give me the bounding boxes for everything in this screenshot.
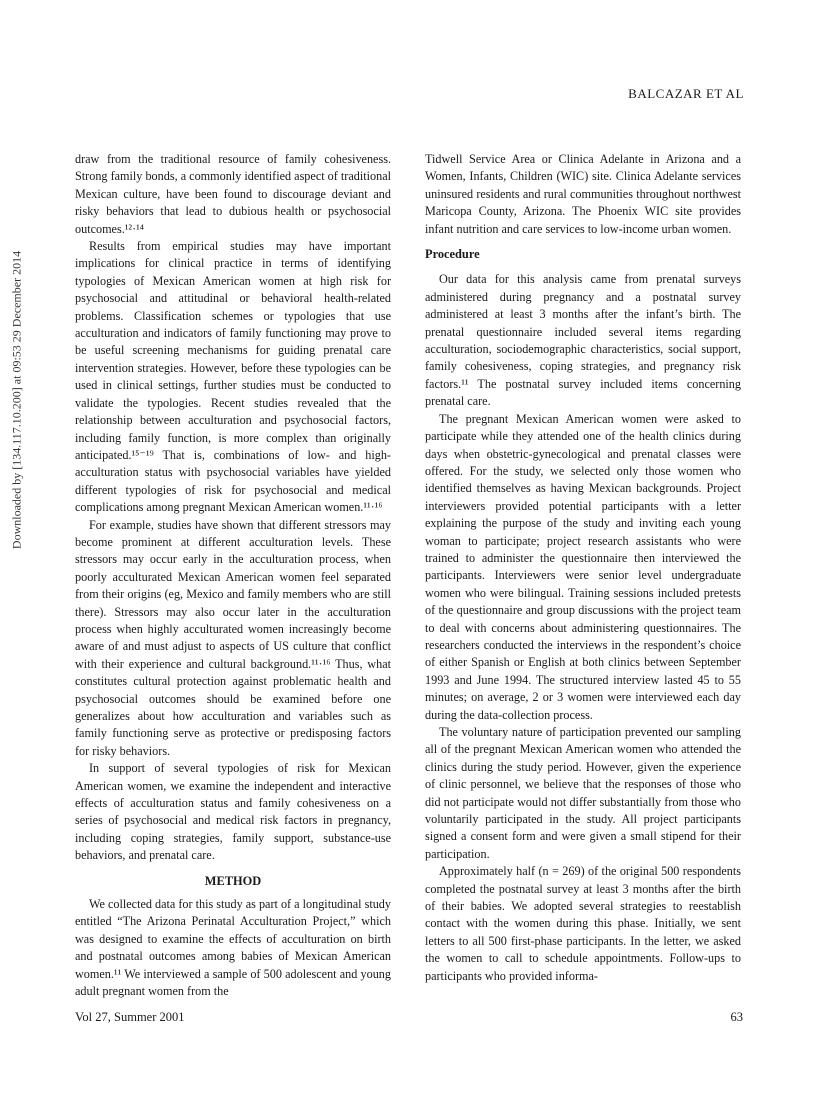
body-paragraph: Results from empirical studies may have important implications for clinical practice in terms of identifying typologies of Mexican American women at high risk for psychosocial and attitudinal or behavioral health-related problems. Classification schemes or typologies that use acculturation and indicators of family functioning may prove to be useful screening mechanisms for guiding prenatal care intervention strategies. However, before these typologies can be used in clinical settings, further studies must be conducted to validate the typologies. Recent studies revealed that the relationship between acculturation and psychosocial factors, including family function, is more complex than originally anticipated.¹⁵⁻¹⁹ That is, combinations of low- and high-acculturation status with psychosocial variables have yielded different typologies of risk for psychosocial and medical complications among pregnant Mexican American women.¹¹·¹⁶ <box>75 239 391 515</box>
journal-footer: Vol 27, Summer 2001 <box>75 1010 185 1024</box>
body-paragraph: In support of several typologies of risk for Mexican American women, we examine the independent and interactive effects of acculturation status and family cohesiveness on a series of psychosocial and medical risk factors in pregnancy, including coping strategies, family support, substance-use behaviors, and prenatal care. <box>75 761 391 863</box>
body-paragraph: We collected data for this study as part of a longitudinal study entitled “The Arizona Perinatal Acculturation Project,” which was designed to examine the effects of acculturation on birth and postnatal outcomes among babies of Mexican American women.¹¹ We interviewed a sample of 500 adolescent and young adult pregnant women from the <box>75 897 391 999</box>
subsection-heading-procedure: Procedure <box>425 247 480 262</box>
page-number: 63 <box>730 1010 743 1024</box>
running-head: BALCAZAR ET AL <box>628 86 744 101</box>
body-paragraph: Approximately half (n = 269) of the original 500 respondents completed the postnatal survey at least 3 months after the birth of their babies. We adopted several strategies to reestablish contact with the women during this phase. Initially, we sent letters to all 500 first-phase participants. In the letter, we asked the women to call to schedule appointments. Follow-ups to participants who provided informa- <box>425 864 741 983</box>
body-paragraph: The pregnant Mexican American women were asked to participate while they attended one of the health clinics during days when obstetric-gynecological and prenatal classes were offered. For the study, we selected only those women who identified themselves as having Mexican backgrounds. Project interviewers provided potential participants with a letter explaining the purpose of the study and inviting each young woman to participate; project research assistants who were trained to administer the questionnaire then interviewed the participants. Interviewers were senior level undergraduate women who were bilingual. Training sessions included pretests of the questionnaire and group discussions with the project team to deal with concerns about administering questionnaires. The researchers conducted the interviews in the respondent’s choice of either Spanish or English at both clinics between September 1993 and June 1994. The structured interview lasted 45 to 55 minutes; on average, 2 or 3 women were interviewed each day during the data-collection process. <box>425 411 741 722</box>
body-paragraph: The voluntary nature of participation prevented our sampling all of the pregnant Mexican American women who attended the clinics during the study period. However, given the experience of clinic personnel, we believe that the responses of those who did not participate would not differ substantially from those who voluntarily participated in the study. All project participants signed a consent form and were given a small stipend for their participation. <box>425 725 741 861</box>
download-watermark <box>4 190 30 610</box>
right-column <box>425 151 741 985</box>
body-paragraph: Our data for this analysis came from prenatal surveys administered during pregnancy and a postnatal survey administered at least 3 months after the infant’s birth. The prenatal questionnaire included several items regarding acculturation, sociodemographic characteristics, social support, family cohesiveness, coping strategies, and pregnancy risk factors.¹¹ The postnatal survey included items concerning prenatal care. <box>425 272 741 409</box>
body-paragraph: For example, studies have shown that different stressors may become prominent at different acculturation levels. These stressors may occur early in the acculturation process, when poorly acculturated Mexican American women feel separated from their origins (eg, Mexico and family members who are still there). Stressors may also occur later in the acculturation process when highly acculturated women increasingly become aware of and must adjust to aspects of US culture that conflict with their experience and cultural background.¹¹·¹⁶ Thus, what constitutes cultural protection against problematic health and psychosocial outcomes should be examined before one generalizes about how acculturation and variables such as family functioning serve as protective or predisposing factors for risky behaviors. <box>75 517 391 758</box>
left-column <box>75 151 391 1001</box>
download-watermark-text: Downloaded by [134.117.10.200] at 09:53 29 December 2014 <box>9 250 24 550</box>
body-paragraph: Tidwell Service Area or Clinica Adelante in Arizona and a Women, Infants, Children (WIC) site. Clinica Adelante services uninsured residents and rural communities throughout northwest Maricopa County, Arizona. The Phoenix WIC site provides infant nutrition and care services to low-income urban women. <box>425 152 741 236</box>
body-paragraph: draw from the traditional resource of family cohesiveness. Strong family bonds, a commonly identified aspect of traditional Mexican culture, have been found to discourage deviant and risky behaviors that lead to dubious health or psychosocial outcomes.¹²·¹⁴ <box>75 152 391 236</box>
section-heading-method: METHOD <box>204 873 262 888</box>
